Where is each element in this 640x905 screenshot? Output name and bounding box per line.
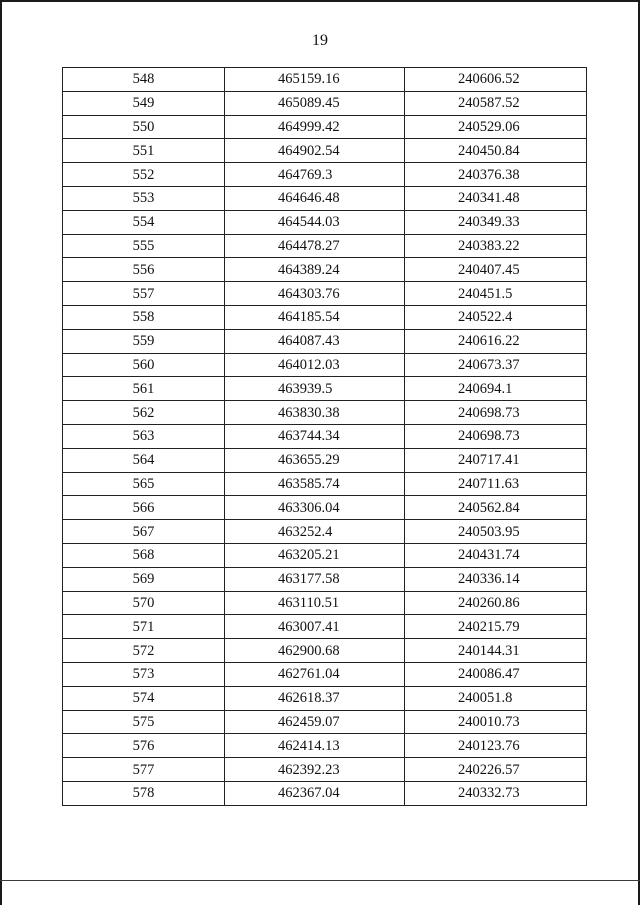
y-coordinate-cell: 240522.4 — [405, 305, 587, 329]
point-number-cell: 563 — [63, 424, 225, 448]
y-coordinate-cell: 240123.76 — [405, 734, 587, 758]
point-number-cell: 574 — [63, 686, 225, 710]
scan-border-top — [0, 0, 640, 2]
scan-border-bottom — [0, 880, 640, 881]
y-coordinate-cell: 240711.63 — [405, 472, 587, 496]
x-coordinate-cell: 463007.41 — [225, 615, 405, 639]
y-coordinate-cell: 240451.5 — [405, 282, 587, 306]
y-coordinate-cell: 240010.73 — [405, 710, 587, 734]
y-coordinate-cell: 240717.41 — [405, 448, 587, 472]
point-number-cell: 555 — [63, 234, 225, 258]
x-coordinate-cell: 462900.68 — [225, 639, 405, 663]
table-row — [63, 329, 587, 353]
y-coordinate-cell: 240086.47 — [405, 662, 587, 686]
table-row — [63, 115, 587, 139]
point-number-cell: 551 — [63, 139, 225, 163]
point-number-cell: 570 — [63, 591, 225, 615]
point-number-cell: 564 — [63, 448, 225, 472]
table-row — [63, 662, 587, 686]
x-coordinate-cell: 464303.76 — [225, 282, 405, 306]
table-row — [63, 424, 587, 448]
y-coordinate-cell: 240341.48 — [405, 186, 587, 210]
page-number: 19 — [312, 32, 328, 49]
x-coordinate-cell: 463585.74 — [225, 472, 405, 496]
point-number-cell: 575 — [63, 710, 225, 734]
point-number-cell: 578 — [63, 781, 225, 805]
table-body — [63, 68, 587, 806]
x-coordinate-cell: 463655.29 — [225, 448, 405, 472]
point-number-cell: 567 — [63, 520, 225, 544]
x-coordinate-cell: 464544.03 — [225, 210, 405, 234]
table-row — [63, 710, 587, 734]
point-number-cell: 565 — [63, 472, 225, 496]
point-number-cell: 559 — [63, 329, 225, 353]
x-coordinate-cell: 463110.51 — [225, 591, 405, 615]
table-row — [63, 615, 587, 639]
table-row — [63, 258, 587, 282]
x-coordinate-cell: 464389.24 — [225, 258, 405, 282]
x-coordinate-cell: 464185.54 — [225, 305, 405, 329]
y-coordinate-cell: 240694.1 — [405, 377, 587, 401]
table-row — [63, 68, 587, 92]
table-row — [63, 496, 587, 520]
x-coordinate-cell: 463205.21 — [225, 543, 405, 567]
y-coordinate-cell: 240332.73 — [405, 781, 587, 805]
x-coordinate-cell: 464769.3 — [225, 163, 405, 187]
point-number-cell: 558 — [63, 305, 225, 329]
x-coordinate-cell: 462414.13 — [225, 734, 405, 758]
point-number-cell: 577 — [63, 758, 225, 782]
scan-border-left — [0, 0, 2, 905]
x-coordinate-cell: 463177.58 — [225, 567, 405, 591]
y-coordinate-cell: 240407.45 — [405, 258, 587, 282]
x-coordinate-cell: 464999.42 — [225, 115, 405, 139]
point-number-cell: 549 — [63, 91, 225, 115]
point-number-cell: 550 — [63, 115, 225, 139]
table-row — [63, 472, 587, 496]
point-number-cell: 571 — [63, 615, 225, 639]
x-coordinate-cell: 462367.04 — [225, 781, 405, 805]
x-coordinate-cell: 464646.48 — [225, 186, 405, 210]
y-coordinate-cell: 240616.22 — [405, 329, 587, 353]
point-number-cell: 556 — [63, 258, 225, 282]
point-number-cell: 572 — [63, 639, 225, 663]
x-coordinate-cell: 463252.4 — [225, 520, 405, 544]
table-row — [63, 448, 587, 472]
table-row — [63, 139, 587, 163]
table-row — [63, 401, 587, 425]
table-row — [63, 591, 587, 615]
y-coordinate-cell: 240606.52 — [405, 68, 587, 92]
y-coordinate-cell: 240144.31 — [405, 639, 587, 663]
point-number-cell: 552 — [63, 163, 225, 187]
table-row — [63, 234, 587, 258]
x-coordinate-cell: 462392.23 — [225, 758, 405, 782]
y-coordinate-cell: 240698.73 — [405, 401, 587, 425]
y-coordinate-cell: 240336.14 — [405, 567, 587, 591]
y-coordinate-cell: 240226.57 — [405, 758, 587, 782]
y-coordinate-cell: 240349.33 — [405, 210, 587, 234]
table-row — [63, 210, 587, 234]
x-coordinate-cell: 462761.04 — [225, 662, 405, 686]
table-row — [63, 781, 587, 805]
coordinates-table — [62, 67, 587, 806]
y-coordinate-cell: 240376.38 — [405, 163, 587, 187]
x-coordinate-cell: 464012.03 — [225, 353, 405, 377]
y-coordinate-cell: 240260.86 — [405, 591, 587, 615]
y-coordinate-cell: 240051.8 — [405, 686, 587, 710]
table-row — [63, 543, 587, 567]
point-number-cell: 553 — [63, 186, 225, 210]
point-number-cell: 561 — [63, 377, 225, 401]
x-coordinate-cell: 464902.54 — [225, 139, 405, 163]
point-number-cell: 557 — [63, 282, 225, 306]
point-number-cell: 566 — [63, 496, 225, 520]
table-row — [63, 639, 587, 663]
x-coordinate-cell: 462618.37 — [225, 686, 405, 710]
table-row — [63, 734, 587, 758]
x-coordinate-cell: 465089.45 — [225, 91, 405, 115]
y-coordinate-cell: 240450.84 — [405, 139, 587, 163]
y-coordinate-cell: 240698.73 — [405, 424, 587, 448]
y-coordinate-cell: 240215.79 — [405, 615, 587, 639]
table-row — [63, 305, 587, 329]
point-number-cell: 576 — [63, 734, 225, 758]
y-coordinate-cell: 240503.95 — [405, 520, 587, 544]
point-number-cell: 562 — [63, 401, 225, 425]
table-row — [63, 520, 587, 544]
x-coordinate-cell: 463306.04 — [225, 496, 405, 520]
x-coordinate-cell: 463939.5 — [225, 377, 405, 401]
point-number-cell: 569 — [63, 567, 225, 591]
y-coordinate-cell: 240529.06 — [405, 115, 587, 139]
table-row — [63, 567, 587, 591]
table-row — [63, 758, 587, 782]
point-number-cell: 568 — [63, 543, 225, 567]
x-coordinate-cell: 462459.07 — [225, 710, 405, 734]
y-coordinate-cell: 240587.52 — [405, 91, 587, 115]
point-number-cell: 573 — [63, 662, 225, 686]
x-coordinate-cell: 463744.34 — [225, 424, 405, 448]
point-number-cell: 554 — [63, 210, 225, 234]
y-coordinate-cell: 240562.84 — [405, 496, 587, 520]
table-row — [63, 91, 587, 115]
point-number-cell: 560 — [63, 353, 225, 377]
x-coordinate-cell: 464478.27 — [225, 234, 405, 258]
y-coordinate-cell: 240383.22 — [405, 234, 587, 258]
table-row — [63, 353, 587, 377]
table-row — [63, 163, 587, 187]
table-row — [63, 282, 587, 306]
table-row — [63, 186, 587, 210]
point-number-cell: 548 — [63, 68, 225, 92]
table-row — [63, 686, 587, 710]
y-coordinate-cell: 240673.37 — [405, 353, 587, 377]
x-coordinate-cell: 465159.16 — [225, 68, 405, 92]
table-row — [63, 377, 587, 401]
x-coordinate-cell: 464087.43 — [225, 329, 405, 353]
y-coordinate-cell: 240431.74 — [405, 543, 587, 567]
x-coordinate-cell: 463830.38 — [225, 401, 405, 425]
